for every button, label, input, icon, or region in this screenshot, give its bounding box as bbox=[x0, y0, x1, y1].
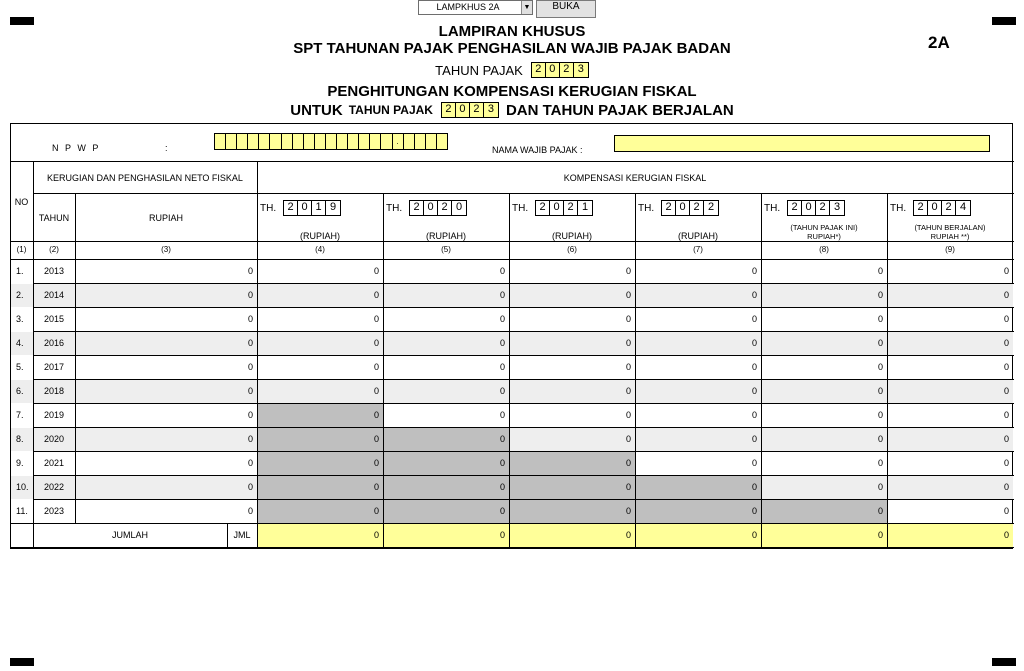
column-index: (2) bbox=[49, 245, 59, 254]
toolbar bbox=[418, 0, 596, 17]
compensation-cell[interactable]: 0 bbox=[499, 362, 505, 372]
column-index: (3) bbox=[161, 245, 171, 254]
compensation-cell[interactable]: 0 bbox=[499, 506, 505, 516]
compensation-cell[interactable]: 0 bbox=[625, 434, 631, 444]
compensation-cell[interactable]: 0 bbox=[751, 434, 757, 444]
compensation-cell[interactable]: 0 bbox=[625, 386, 631, 396]
npwp-digit-box[interactable] bbox=[248, 134, 259, 149]
npwp-digit-box[interactable] bbox=[237, 134, 248, 149]
total-label: JUMLAH bbox=[111, 530, 148, 540]
npwp-label: N P W P bbox=[52, 143, 101, 153]
digit[interactable]: 2 bbox=[564, 201, 578, 215]
row-number: 10. bbox=[16, 482, 29, 492]
digit[interactable]: 1 bbox=[312, 201, 326, 215]
compensation-cell[interactable]: 0 bbox=[499, 410, 505, 420]
year-column-header bbox=[890, 200, 971, 216]
digit[interactable]: 9 bbox=[330, 201, 337, 213]
year-digits[interactable] bbox=[535, 200, 593, 216]
year-column-subtitle: (RUPIAH) bbox=[300, 231, 340, 241]
row-rupiah-value[interactable]: 0 bbox=[247, 290, 253, 300]
compensation-cell[interactable]: 0 bbox=[877, 482, 883, 492]
digit[interactable]: 2 bbox=[536, 201, 550, 215]
compensation-cell[interactable]: 0 bbox=[625, 362, 631, 372]
digit[interactable]: 1 bbox=[582, 201, 589, 213]
header-bottom-line bbox=[10, 241, 1014, 242]
column-index: (5) bbox=[441, 245, 451, 254]
year-column-header bbox=[260, 200, 341, 216]
compensation-cell[interactable]: 0 bbox=[877, 290, 883, 300]
year-column-subtitle: (TAHUN BERJALAN) bbox=[914, 223, 986, 232]
npwp-digit-box[interactable] bbox=[315, 134, 326, 149]
npwp-input[interactable] bbox=[214, 133, 448, 150]
title-untuk: UNTUK bbox=[290, 101, 343, 119]
digit[interactable]: 2 bbox=[438, 201, 452, 215]
compensation-cell[interactable]: 0 bbox=[373, 434, 379, 444]
row-rupiah-value[interactable]: 0 bbox=[247, 266, 253, 276]
title-lampiran: LAMPIRAN KHUSUS bbox=[438, 23, 586, 40]
compensation-cell[interactable]: 0 bbox=[751, 290, 757, 300]
year-column-subtitle: (RUPIAH) bbox=[426, 231, 466, 241]
taxpayer-name-input[interactable] bbox=[614, 135, 990, 152]
no-header: NO bbox=[14, 197, 29, 207]
total-value: 0 bbox=[625, 530, 631, 540]
row-year: 2019 bbox=[43, 410, 65, 420]
open-button[interactable]: BUKA bbox=[536, 0, 596, 18]
compensation-cell[interactable]: 0 bbox=[625, 314, 631, 324]
row-number: 6. bbox=[16, 386, 24, 396]
rupiah-header: RUPIAH bbox=[148, 213, 183, 223]
row-year: 2022 bbox=[43, 482, 65, 492]
row-number: 9. bbox=[16, 458, 24, 468]
row-line bbox=[10, 523, 34, 524]
tax-year-label: TAHUN PAJAK bbox=[435, 62, 523, 78]
th-label: TH. bbox=[260, 202, 277, 214]
row-year: 2016 bbox=[43, 338, 65, 348]
row-rupiah-value[interactable]: 0 bbox=[247, 338, 253, 348]
digit[interactable]: 2 bbox=[690, 201, 704, 215]
year-column-subtitle-2: RUPIAH **) bbox=[930, 232, 970, 241]
compensation-cell[interactable]: 0 bbox=[1003, 362, 1009, 372]
compensation-cell[interactable]: 0 bbox=[751, 506, 757, 516]
compensation-cell[interactable]: 0 bbox=[877, 434, 883, 444]
year-column-subtitle: (TAHUN PAJAK INI) bbox=[790, 223, 858, 232]
compensation-cell[interactable]: 0 bbox=[373, 290, 379, 300]
row-rupiah-value[interactable]: 0 bbox=[247, 362, 253, 372]
compensation-cell[interactable]: 0 bbox=[751, 386, 757, 396]
column-index: (8) bbox=[819, 245, 829, 254]
digit[interactable]: 2 bbox=[284, 201, 298, 215]
title-berjalan: DAN TAHUN PAJAK BERJALAN bbox=[505, 101, 734, 119]
compensation-cell[interactable]: 0 bbox=[625, 482, 631, 492]
digit[interactable]: 0 bbox=[802, 201, 816, 215]
digit[interactable]: 2 bbox=[708, 201, 715, 213]
compensation-cell[interactable]: 0 bbox=[499, 458, 505, 468]
compensation-cell[interactable]: 0 bbox=[1003, 410, 1009, 420]
row-year: 2018 bbox=[43, 386, 65, 396]
compensation-cell[interactable]: 0 bbox=[625, 410, 631, 420]
npwp-digit-box[interactable] bbox=[304, 134, 315, 149]
compensation-cell[interactable]: 0 bbox=[373, 314, 379, 324]
compensation-cell[interactable]: 0 bbox=[1003, 338, 1009, 348]
row-rupiah-value[interactable]: 0 bbox=[247, 434, 253, 444]
row-rupiah-value[interactable]: 0 bbox=[247, 482, 253, 492]
compensation-cell[interactable]: 0 bbox=[1003, 290, 1009, 300]
year-digits[interactable] bbox=[409, 200, 467, 216]
column-index: (9) bbox=[945, 245, 955, 254]
npwp-digit-box[interactable]: . bbox=[393, 134, 404, 149]
total-value: 0 bbox=[373, 530, 379, 540]
digit[interactable]: 0 bbox=[298, 201, 312, 215]
digit[interactable]: 0 bbox=[456, 201, 463, 213]
header-mid-line bbox=[33, 193, 1014, 194]
row-number: 2. bbox=[16, 290, 24, 300]
compensation-cell[interactable]: 0 bbox=[751, 362, 757, 372]
compensation-cell[interactable]: 0 bbox=[877, 362, 883, 372]
column-index: (1) bbox=[16, 245, 27, 254]
compensation-cell[interactable]: 0 bbox=[1003, 506, 1009, 516]
row-number: 7. bbox=[16, 410, 24, 420]
row-number: 8. bbox=[16, 434, 24, 444]
compensation-cell[interactable]: 0 bbox=[499, 266, 505, 276]
row-year: 2013 bbox=[43, 266, 65, 276]
compensation-cell[interactable]: 0 bbox=[499, 434, 505, 444]
digit[interactable]: 4 bbox=[960, 201, 967, 213]
tahun-header: TAHUN bbox=[38, 213, 70, 223]
digit[interactable]: 0 bbox=[456, 103, 470, 117]
year-digits[interactable] bbox=[661, 200, 719, 216]
row-year: 2017 bbox=[43, 362, 65, 372]
th-label: TH. bbox=[386, 202, 403, 214]
digit[interactable]: 2 bbox=[532, 63, 546, 77]
npwp-digit-box[interactable] bbox=[326, 134, 337, 149]
row-number: 1. bbox=[16, 266, 24, 276]
compensation-cell[interactable]: 0 bbox=[877, 458, 883, 468]
compensation-cell[interactable]: 0 bbox=[1003, 386, 1009, 396]
digit[interactable]: 2 bbox=[442, 103, 456, 117]
npwp-digit-box[interactable] bbox=[293, 134, 304, 149]
npwp-digit-box[interactable] bbox=[348, 134, 359, 149]
compensation-cell[interactable]: 0 bbox=[751, 458, 757, 468]
form-code: 2A bbox=[928, 33, 950, 52]
tax-year-digits[interactable] bbox=[531, 62, 589, 78]
name-label: NAMA WAJIB PAJAK : bbox=[492, 145, 583, 155]
title-penghitungan: PENGHITUNGAN KOMPENSASI KERUGIAN FISKAL bbox=[327, 83, 697, 100]
digit[interactable]: 3 bbox=[487, 103, 495, 115]
npwp-colon: : bbox=[165, 143, 168, 153]
compensation-cell[interactable]: 0 bbox=[751, 410, 757, 420]
tax-year-line bbox=[0, 60, 1024, 80]
row-year: 2020 bbox=[43, 434, 65, 444]
digit[interactable]: 0 bbox=[550, 201, 564, 215]
compensation-cell[interactable]: 0 bbox=[373, 506, 379, 516]
npwp-digit-box[interactable] bbox=[437, 134, 447, 149]
row-year: 2014 bbox=[43, 290, 65, 300]
npwp-digit-box[interactable] bbox=[215, 134, 226, 149]
digit[interactable]: 2 bbox=[816, 201, 830, 215]
year-column-subtitle-2: RUPIAH*) bbox=[807, 232, 841, 241]
compensation-cell[interactable]: 0 bbox=[751, 314, 757, 324]
title-untuk-tax-year-label: TAHUN PAJAK bbox=[348, 103, 433, 117]
compensation-cell[interactable]: 0 bbox=[751, 482, 757, 492]
th-label: TH. bbox=[512, 202, 529, 214]
year-column-subtitle: (RUPIAH) bbox=[678, 231, 718, 241]
digit[interactable]: 0 bbox=[424, 201, 438, 215]
total-value: 0 bbox=[1003, 530, 1009, 540]
digit[interactable]: 2 bbox=[470, 103, 484, 117]
sheet-select[interactable] bbox=[418, 0, 533, 15]
compensation-cell[interactable]: 0 bbox=[1003, 434, 1009, 444]
total-code: JML bbox=[233, 530, 251, 540]
compensation-cell[interactable]: 0 bbox=[625, 290, 631, 300]
compensation-cell[interactable]: 0 bbox=[877, 506, 883, 516]
row-year: 2021 bbox=[43, 458, 65, 468]
compensation-cell[interactable]: 0 bbox=[1003, 482, 1009, 492]
compensation-cell[interactable]: 0 bbox=[877, 314, 883, 324]
compensation-cell[interactable]: 0 bbox=[625, 266, 631, 276]
compensation-cell[interactable]: 0 bbox=[373, 482, 379, 492]
sheet-select-value: LAMPKHUS 2A bbox=[436, 2, 500, 12]
digit[interactable]: 2 bbox=[662, 201, 676, 215]
year-column-header bbox=[512, 200, 593, 216]
year-digits[interactable] bbox=[283, 200, 341, 216]
row-rupiah-value[interactable]: 0 bbox=[247, 386, 253, 396]
total-value: 0 bbox=[877, 530, 883, 540]
compensation-cell[interactable]: 0 bbox=[877, 410, 883, 420]
npwp-digit-box[interactable] bbox=[381, 134, 392, 149]
row-year: 2023 bbox=[43, 506, 65, 516]
column-index: (6) bbox=[567, 245, 577, 254]
column-index: (7) bbox=[693, 245, 703, 254]
row-rupiah-value[interactable]: 0 bbox=[247, 458, 253, 468]
compensation-cell[interactable]: 0 bbox=[499, 482, 505, 492]
compensation-cell[interactable]: 0 bbox=[877, 266, 883, 276]
compensation-cell[interactable]: 0 bbox=[877, 338, 883, 348]
digit[interactable]: 0 bbox=[928, 201, 942, 215]
compensation-cell[interactable]: 0 bbox=[625, 338, 631, 348]
npwp-digit-box[interactable] bbox=[270, 134, 281, 149]
compensation-cell[interactable]: 0 bbox=[499, 314, 505, 324]
compensation-cell[interactable]: 0 bbox=[1003, 458, 1009, 468]
compensation-cell[interactable]: 0 bbox=[373, 410, 379, 420]
compensation-cell[interactable]: 0 bbox=[499, 386, 505, 396]
row-year: 2015 bbox=[43, 314, 65, 324]
digit[interactable]: 0 bbox=[676, 201, 690, 215]
npwp-digit-box[interactable] bbox=[282, 134, 293, 149]
npwp-digit-box[interactable] bbox=[259, 134, 270, 149]
compensation-cell[interactable]: 0 bbox=[877, 386, 883, 396]
compensation-cell[interactable]: 0 bbox=[373, 386, 379, 396]
year-digits[interactable] bbox=[787, 200, 845, 216]
npwp-digit-box[interactable] bbox=[415, 134, 426, 149]
th-label: TH. bbox=[638, 202, 655, 214]
npwp-digit-box[interactable] bbox=[370, 134, 381, 149]
compensation-cell[interactable]: 0 bbox=[499, 290, 505, 300]
year-column-header bbox=[638, 200, 719, 216]
left-group-header: KERUGIAN DAN PENGHASILAN NETO FISKAL bbox=[47, 173, 243, 183]
npwp-digit-box[interactable] bbox=[337, 134, 348, 149]
year-digits[interactable] bbox=[913, 200, 971, 216]
compensation-cell[interactable]: 0 bbox=[1003, 266, 1009, 276]
npwp-digit-box[interactable] bbox=[426, 134, 437, 149]
digit[interactable]: 2 bbox=[942, 201, 956, 215]
row-rupiah-value[interactable]: 0 bbox=[247, 506, 253, 516]
row-number: 3. bbox=[16, 314, 24, 324]
total-value: 0 bbox=[499, 530, 505, 540]
table-top-border bbox=[10, 161, 1014, 162]
th-label: TH. bbox=[764, 202, 781, 214]
row-rupiah-value[interactable]: 0 bbox=[247, 410, 253, 420]
digit[interactable]: 2 bbox=[410, 201, 424, 215]
npwp-digit-box[interactable] bbox=[359, 134, 370, 149]
compensation-cell[interactable]: 0 bbox=[1003, 314, 1009, 324]
table-bottom-border bbox=[10, 547, 1014, 548]
compensation-cell[interactable]: 0 bbox=[625, 458, 631, 468]
right-group-header: KOMPENSASI KERUGIAN FISKAL bbox=[563, 173, 707, 183]
title-untuk-line bbox=[0, 100, 1024, 120]
compensation-cell[interactable]: 0 bbox=[751, 338, 757, 348]
registration-mark-bottom-left bbox=[10, 658, 34, 666]
compensation-cell[interactable]: 0 bbox=[373, 362, 379, 372]
compensation-cell[interactable]: 0 bbox=[373, 458, 379, 468]
column-index: (4) bbox=[315, 245, 325, 254]
total-value: 0 bbox=[751, 530, 757, 540]
npwp-digit-box[interactable] bbox=[404, 134, 415, 149]
digit[interactable]: 3 bbox=[577, 63, 584, 75]
compensation-cell[interactable]: 0 bbox=[625, 506, 631, 516]
compensation-cell[interactable]: 0 bbox=[373, 266, 379, 276]
compensation-cell[interactable]: 0 bbox=[751, 266, 757, 276]
digit[interactable]: 2 bbox=[560, 63, 574, 77]
digit[interactable]: 2 bbox=[914, 201, 928, 215]
row-rupiah-value[interactable]: 0 bbox=[247, 314, 253, 324]
year-column-header bbox=[764, 200, 845, 216]
digit[interactable]: 2 bbox=[788, 201, 802, 215]
untuk-tax-year-digits[interactable] bbox=[441, 102, 499, 118]
digit[interactable]: 0 bbox=[546, 63, 560, 77]
row-number: 4. bbox=[16, 338, 24, 348]
row-number: 11. bbox=[16, 506, 28, 516]
digit[interactable]: 3 bbox=[834, 201, 841, 213]
th-label: TH. bbox=[890, 202, 907, 214]
chevron-down-icon[interactable]: ▼ bbox=[521, 1, 532, 14]
compensation-cell[interactable]: 0 bbox=[499, 338, 505, 348]
title-spt: SPT TAHUNAN PAJAK PENGHASILAN WAJIB PAJAK BADAN bbox=[293, 40, 731, 57]
year-column-subtitle: (RUPIAH) bbox=[552, 231, 592, 241]
year-column-header bbox=[386, 200, 467, 216]
npwp-digit-box[interactable] bbox=[226, 134, 237, 149]
row-number: 5. bbox=[16, 362, 24, 372]
compensation-cell[interactable]: 0 bbox=[373, 338, 379, 348]
registration-mark-bottom-right bbox=[992, 658, 1016, 666]
